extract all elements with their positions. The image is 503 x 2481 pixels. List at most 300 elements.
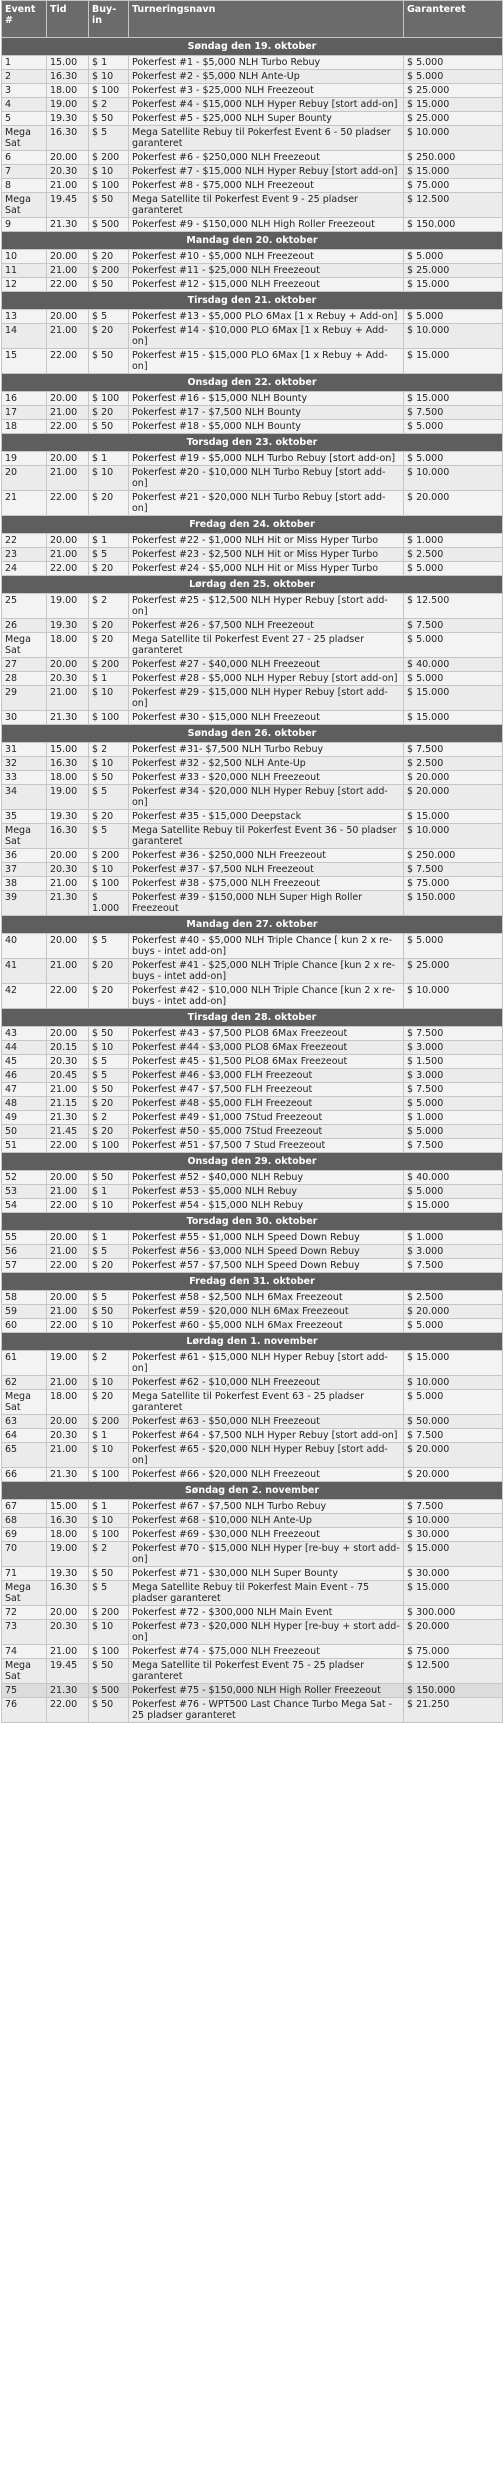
tournament-name: Pokerfest #59 - $20,000 NLH 6Max Freezeout [129,1305,404,1319]
time: 19.00 [47,98,89,112]
tournament-name: Pokerfest #8 - $75,000 NLH Freezeout [129,179,404,193]
tournament-name: Pokerfest #63 - $50,000 NLH Freezeout [129,1415,404,1429]
tournament-name: Pokerfest #55 - $1,000 NLH Speed Down Rebuy [129,1231,404,1245]
time: 20.30 [47,1429,89,1443]
event-number: 70 [2,1542,47,1567]
time: 21.00 [47,548,89,562]
day-header-row [2,232,503,250]
time: 20.00 [47,1027,89,1041]
tournament-row [2,1199,503,1213]
event-number: 73 [2,1620,47,1645]
guarantee: $ 10.000 [404,824,503,849]
buyin: $ 200 [89,1415,129,1429]
buyin: $ 5 [89,1581,129,1606]
table-header-row [2,1,503,38]
event-number: Mega Sat [2,126,47,151]
tournament-name: Pokerfest #57 - $7,500 NLH Speed Down Rebuy [129,1259,404,1273]
buyin: $ 50 [89,771,129,785]
guarantee: $ 21.250 [404,1698,503,1723]
time: 21.30 [47,218,89,232]
tournament-name: Pokerfest #17 - $7,500 NLH Bounty [129,406,404,420]
time: 21.00 [47,1245,89,1259]
tournament-row [2,548,503,562]
tournament-row [2,534,503,548]
time: 20.00 [47,1291,89,1305]
tournament-name: Pokerfest #40 - $5,000 NLH Triple Chance [ kun 2 x re-buys - intet add-on] [129,934,404,959]
time: 20.00 [47,534,89,548]
event-number: 16 [2,392,47,406]
time: 20.30 [47,165,89,179]
time: 21.00 [47,264,89,278]
tournament-name: Pokerfest #47 - $7,500 FLH Freezeout [129,1083,404,1097]
tournament-row [2,1415,503,1429]
buyin: $ 5 [89,824,129,849]
tournament-row [2,959,503,984]
guarantee: $ 7.500 [404,619,503,633]
guarantee: $ 25.000 [404,264,503,278]
tournament-row [2,686,503,711]
guarantee: $ 20.000 [404,1468,503,1482]
buyin: $ 200 [89,151,129,165]
guarantee: $ 5.000 [404,633,503,658]
guarantee: $ 150.000 [404,891,503,916]
buyin: $ 10 [89,1319,129,1333]
tournament-row [2,562,503,576]
tournament-name: Pokerfest #61 - $15,000 NLH Hyper Rebuy [stort add-on] [129,1351,404,1376]
guarantee: $ 5.000 [404,452,503,466]
event-number: 21 [2,491,47,516]
time: 22.00 [47,984,89,1009]
tournament-name: Pokerfest #31- $7,500 NLH Turbo Rebuy [129,743,404,757]
time: 21.15 [47,1097,89,1111]
event-number: 23 [2,548,47,562]
tournament-row [2,324,503,349]
event-number: 10 [2,250,47,264]
buyin: $ 20 [89,406,129,420]
day-header-row [2,1213,503,1231]
tournament-name: Pokerfest #51 - $7,500 7 Stud Freezeout [129,1139,404,1153]
guarantee: $ 75.000 [404,179,503,193]
event-number: 2 [2,70,47,84]
buyin: $ 2 [89,1542,129,1567]
event-number: Mega Sat [2,1390,47,1415]
guarantee: $ 1.000 [404,534,503,548]
tournament-row [2,672,503,686]
tournament-row [2,891,503,916]
guarantee: $ 20.000 [404,785,503,810]
tournament-name: Pokerfest #46 - $3,000 FLH Freezeout [129,1069,404,1083]
guarantee: $ 2.500 [404,1291,503,1305]
day-header: Mandag den 20. oktober [2,232,503,250]
tournament-row [2,633,503,658]
tournament-row [2,771,503,785]
guarantee: $ 20.000 [404,491,503,516]
guarantee: $ 15.000 [404,686,503,711]
buyin: $ 20 [89,810,129,824]
day-header-row [2,374,503,392]
guarantee: $ 250.000 [404,849,503,863]
guarantee: $ 15.000 [404,1542,503,1567]
event-number: 67 [2,1500,47,1514]
event-number: Mega Sat [2,633,47,658]
guarantee: $ 150.000 [404,1684,503,1698]
buyin: $ 10 [89,686,129,711]
buyin: $ 2 [89,743,129,757]
tournament-row [2,1390,503,1415]
tournament-row [2,1351,503,1376]
guarantee: $ 5.000 [404,1125,503,1139]
time: 21.45 [47,1125,89,1139]
buyin: $ 5 [89,310,129,324]
time: 22.00 [47,562,89,576]
guarantee: $ 15.000 [404,711,503,725]
event-number: 9 [2,218,47,232]
day-header-row [2,1009,503,1027]
time: 21.30 [47,1111,89,1125]
event-number: 55 [2,1231,47,1245]
guarantee: $ 40.000 [404,1171,503,1185]
guarantee: $ 1.500 [404,1055,503,1069]
event-number: 38 [2,877,47,891]
time: 21.00 [47,466,89,491]
buyin: $ 10 [89,757,129,771]
time: 20.30 [47,863,89,877]
time: 21.00 [47,1083,89,1097]
buyin: $ 20 [89,1125,129,1139]
header-guarantee: Garanteret [404,1,503,38]
guarantee: $ 15.000 [404,1581,503,1606]
time: 20.00 [47,1606,89,1620]
tournament-name: Pokerfest #42 - $10,000 NLH Triple Chance [kun 2 x re-buys - intet add-on] [129,984,404,1009]
guarantee: $ 10.000 [404,466,503,491]
tournament-row [2,658,503,672]
tournament-name: Pokerfest #2 - $5,000 NLH Ante-Up [129,70,404,84]
event-number: 7 [2,165,47,179]
tournament-name: Pokerfest #38 - $75,000 NLH Freezeout [129,877,404,891]
day-header: Lørdag den 25. oktober [2,576,503,594]
buyin: $ 5 [89,785,129,810]
time: 21.00 [47,959,89,984]
tournament-name: Mega Satellite Rebuy til Pokerfest Main Event - 75 pladser garanteret [129,1581,404,1606]
buyin: $ 100 [89,1468,129,1482]
time: 16.30 [47,70,89,84]
time: 16.30 [47,824,89,849]
guarantee: $ 7.500 [404,743,503,757]
guarantee: $ 30.000 [404,1528,503,1542]
tournament-name: Pokerfest #20 - $10,000 NLH Turbo Rebuy [stort add-on] [129,466,404,491]
tournament-name: Pokerfest #11 - $25,000 NLH Freezeout [129,264,404,278]
header-event: Event # [2,1,47,38]
tournament-name: Pokerfest #50 - $5,000 7Stud Freezeout [129,1125,404,1139]
event-number: 59 [2,1305,47,1319]
day-header: Tirsdag den 28. oktober [2,1009,503,1027]
event-number: 15 [2,349,47,374]
buyin: $ 100 [89,711,129,725]
tournament-name: Pokerfest #52 - $40,000 NLH Rebuy [129,1171,404,1185]
day-header: Fredag den 24. oktober [2,516,503,534]
buyin: $ 50 [89,1659,129,1684]
guarantee: $ 150.000 [404,218,503,232]
time: 20.00 [47,250,89,264]
tournament-row [2,126,503,151]
buyin: $ 100 [89,1645,129,1659]
tournament-name: Pokerfest #36 - $250,000 NLH Freezeout [129,849,404,863]
tournament-row [2,1055,503,1069]
day-header-row [2,1333,503,1351]
tournament-row [2,1500,503,1514]
tournament-row [2,349,503,374]
tournament-name: Pokerfest #12 - $15,000 NLH Freezeout [129,278,404,292]
tournament-row [2,1376,503,1390]
time: 21.00 [47,1645,89,1659]
time: 22.00 [47,1199,89,1213]
guarantee: $ 3.000 [404,1069,503,1083]
tournament-name: Pokerfest #21 - $20,000 NLH Turbo Rebuy [stort add-on] [129,491,404,516]
day-header: Torsdag den 23. oktober [2,434,503,452]
guarantee: $ 7.500 [404,1083,503,1097]
day-header-row [2,576,503,594]
day-header-row [2,434,503,452]
guarantee: $ 25.000 [404,84,503,98]
tournament-row [2,1259,503,1273]
tournament-row [2,1231,503,1245]
time: 21.30 [47,1468,89,1482]
time: 16.30 [47,1581,89,1606]
guarantee: $ 15.000 [404,165,503,179]
tournament-name: Pokerfest #22 - $1,000 NLH Hit or Miss Hyper Turbo [129,534,404,548]
tournament-row [2,1291,503,1305]
buyin: $ 50 [89,420,129,434]
day-header-row [2,1482,503,1500]
tournament-row [2,1443,503,1468]
buyin: $ 50 [89,1305,129,1319]
time: 20.00 [47,452,89,466]
guarantee: $ 5.000 [404,1097,503,1111]
tournament-row [2,1645,503,1659]
guarantee: $ 12.500 [404,1659,503,1684]
tournament-name: Pokerfest #14 - $10,000 PLO 6Max [1 x Rebuy + Add-on] [129,324,404,349]
event-number: 48 [2,1097,47,1111]
tournament-name: Pokerfest #39 - $150,000 NLH Super High Roller Freezeout [129,891,404,916]
guarantee: $ 25.000 [404,959,503,984]
tournament-name: Pokerfest #69 - $30,000 NLH Freezeout [129,1528,404,1542]
guarantee: $ 50.000 [404,1415,503,1429]
tournament-row [2,711,503,725]
tournament-row [2,420,503,434]
time: 18.00 [47,1528,89,1542]
tournament-name: Pokerfest #65 - $20,000 NLH Hyper Rebuy [stort add-on] [129,1443,404,1468]
guarantee: $ 15.000 [404,392,503,406]
tournament-name: Pokerfest #10 - $5,000 NLH Freezeout [129,250,404,264]
buyin: $ 5 [89,548,129,562]
event-number: 12 [2,278,47,292]
header-time: Tid [47,1,89,38]
tournament-row [2,757,503,771]
buyin: $ 10 [89,1514,129,1528]
tournament-row [2,406,503,420]
day-header: Fredag den 31. oktober [2,1273,503,1291]
guarantee: $ 300.000 [404,1606,503,1620]
event-number: 68 [2,1514,47,1528]
tournament-name: Mega Satellite til Pokerfest Event 9 - 25 pladser garanteret [129,193,404,218]
event-number: 74 [2,1645,47,1659]
event-number: 27 [2,658,47,672]
event-number: 57 [2,1259,47,1273]
guarantee: $ 15.000 [404,278,503,292]
tournament-name: Pokerfest #76 - WPT500 Last Chance Turbo Mega Sat - 25 pladser garanteret [129,1698,404,1723]
guarantee: $ 5.000 [404,562,503,576]
event-number: 34 [2,785,47,810]
time: 21.00 [47,1305,89,1319]
tournament-name: Mega Satellite til Pokerfest Event 63 - 25 pladser garanteret [129,1390,404,1415]
tournament-row [2,1684,503,1698]
day-header-row [2,292,503,310]
event-number: 5 [2,112,47,126]
event-number: 28 [2,672,47,686]
tournament-name: Pokerfest #19 - $5,000 NLH Turbo Rebuy [stort add-on] [129,452,404,466]
buyin: $ 20 [89,324,129,349]
time: 20.00 [47,392,89,406]
buyin: $ 20 [89,1097,129,1111]
tournament-row [2,491,503,516]
time: 22.00 [47,278,89,292]
buyin: $ 5 [89,934,129,959]
guarantee: $ 5.000 [404,56,503,70]
event-number: 62 [2,1376,47,1390]
tournament-name: Mega Satellite Rebuy til Pokerfest Event 6 - 50 pladser garanteret [129,126,404,151]
time: 19.00 [47,1542,89,1567]
event-number: 4 [2,98,47,112]
guarantee: $ 7.500 [404,1139,503,1153]
day-header-row [2,38,503,56]
event-number: Mega Sat [2,1659,47,1684]
buyin: $ 10 [89,1376,129,1390]
tournament-row [2,56,503,70]
event-number: 30 [2,711,47,725]
tournament-row [2,849,503,863]
tournament-row [2,863,503,877]
buyin: $ 50 [89,112,129,126]
buyin: $ 100 [89,877,129,891]
buyin: $ 1 [89,1185,129,1199]
event-number: 22 [2,534,47,548]
day-header: Onsdag den 22. oktober [2,374,503,392]
buyin: $ 10 [89,1199,129,1213]
time: 19.30 [47,112,89,126]
time: 21.00 [47,406,89,420]
tournament-row [2,1245,503,1259]
tournament-name: Pokerfest #43 - $7,500 PLO8 6Max Freezeout [129,1027,404,1041]
time: 18.00 [47,633,89,658]
time: 18.00 [47,84,89,98]
time: 22.00 [47,491,89,516]
tournament-name: Pokerfest #53 - $5,000 NLH Rebuy [129,1185,404,1199]
buyin: $ 20 [89,633,129,658]
guarantee: $ 5.000 [404,70,503,84]
guarantee: $ 10.000 [404,1376,503,1390]
day-header-row [2,1153,503,1171]
event-number: 40 [2,934,47,959]
guarantee: $ 3.000 [404,1245,503,1259]
tournament-schedule-table [1,0,503,1723]
event-number: 64 [2,1429,47,1443]
tournament-row [2,466,503,491]
tournament-row [2,1581,503,1606]
guarantee: $ 7.500 [404,1429,503,1443]
event-number: 56 [2,1245,47,1259]
guarantee: $ 10.000 [404,984,503,1009]
event-number: 43 [2,1027,47,1041]
time: 16.30 [47,126,89,151]
guarantee: $ 5.000 [404,1390,503,1415]
event-number: 44 [2,1041,47,1055]
buyin: $ 10 [89,70,129,84]
event-number: 61 [2,1351,47,1376]
tournament-name: Pokerfest #64 - $7,500 NLH Hyper Rebuy [stort add-on] [129,1429,404,1443]
tournament-row [2,1620,503,1645]
guarantee: $ 5.000 [404,1185,503,1199]
time: 20.30 [47,1620,89,1645]
day-header: Tirsdag den 21. oktober [2,292,503,310]
buyin: $ 1 [89,452,129,466]
tournament-row [2,165,503,179]
guarantee: $ 3.000 [404,1041,503,1055]
buyin: $ 100 [89,84,129,98]
tournament-row [2,1468,503,1482]
guarantee: $ 5.000 [404,934,503,959]
buyin: $ 50 [89,1698,129,1723]
tournament-name: Pokerfest #49 - $1,000 7Stud Freezeout [129,1111,404,1125]
buyin: $ 200 [89,1606,129,1620]
guarantee: $ 20.000 [404,1305,503,1319]
time: 20.00 [47,151,89,165]
tournament-name: Pokerfest #7 - $15,000 NLH Hyper Rebuy [stort add-on] [129,165,404,179]
buyin: $ 2 [89,1351,129,1376]
buyin: $ 10 [89,1443,129,1468]
guarantee: $ 7.500 [404,1500,503,1514]
tournament-name: Pokerfest #72 - $300,000 NLH Main Event [129,1606,404,1620]
guarantee: $ 5.000 [404,672,503,686]
event-number: 58 [2,1291,47,1305]
event-number: 37 [2,863,47,877]
event-number: 24 [2,562,47,576]
buyin: $ 50 [89,1567,129,1581]
event-number: 50 [2,1125,47,1139]
buyin: $ 5 [89,1055,129,1069]
guarantee: $ 15.000 [404,349,503,374]
tournament-row [2,619,503,633]
header-buyin: Buy-in [89,1,129,38]
buyin: $ 200 [89,849,129,863]
tournament-name: Pokerfest #56 - $3,000 NLH Speed Down Rebuy [129,1245,404,1259]
tournament-name: Pokerfest #1 - $5,000 NLH Turbo Rebuy [129,56,404,70]
buyin: $ 1 [89,56,129,70]
time: 22.00 [47,420,89,434]
buyin: $ 100 [89,1139,129,1153]
guarantee: $ 7.500 [404,1259,503,1273]
tournament-name: Pokerfest #18 - $5,000 NLH Bounty [129,420,404,434]
event-number: 72 [2,1606,47,1620]
guarantee: $ 7.500 [404,1027,503,1041]
buyin: $ 1 [89,672,129,686]
time: 22.00 [47,1698,89,1723]
tournament-name: Pokerfest #34 - $20,000 NLH Hyper Rebuy [stort add-on] [129,785,404,810]
tournament-row [2,1659,503,1684]
day-header: Søndag den 2. november [2,1482,503,1500]
tournament-row [2,264,503,278]
event-number: 20 [2,466,47,491]
buyin: $ 10 [89,863,129,877]
